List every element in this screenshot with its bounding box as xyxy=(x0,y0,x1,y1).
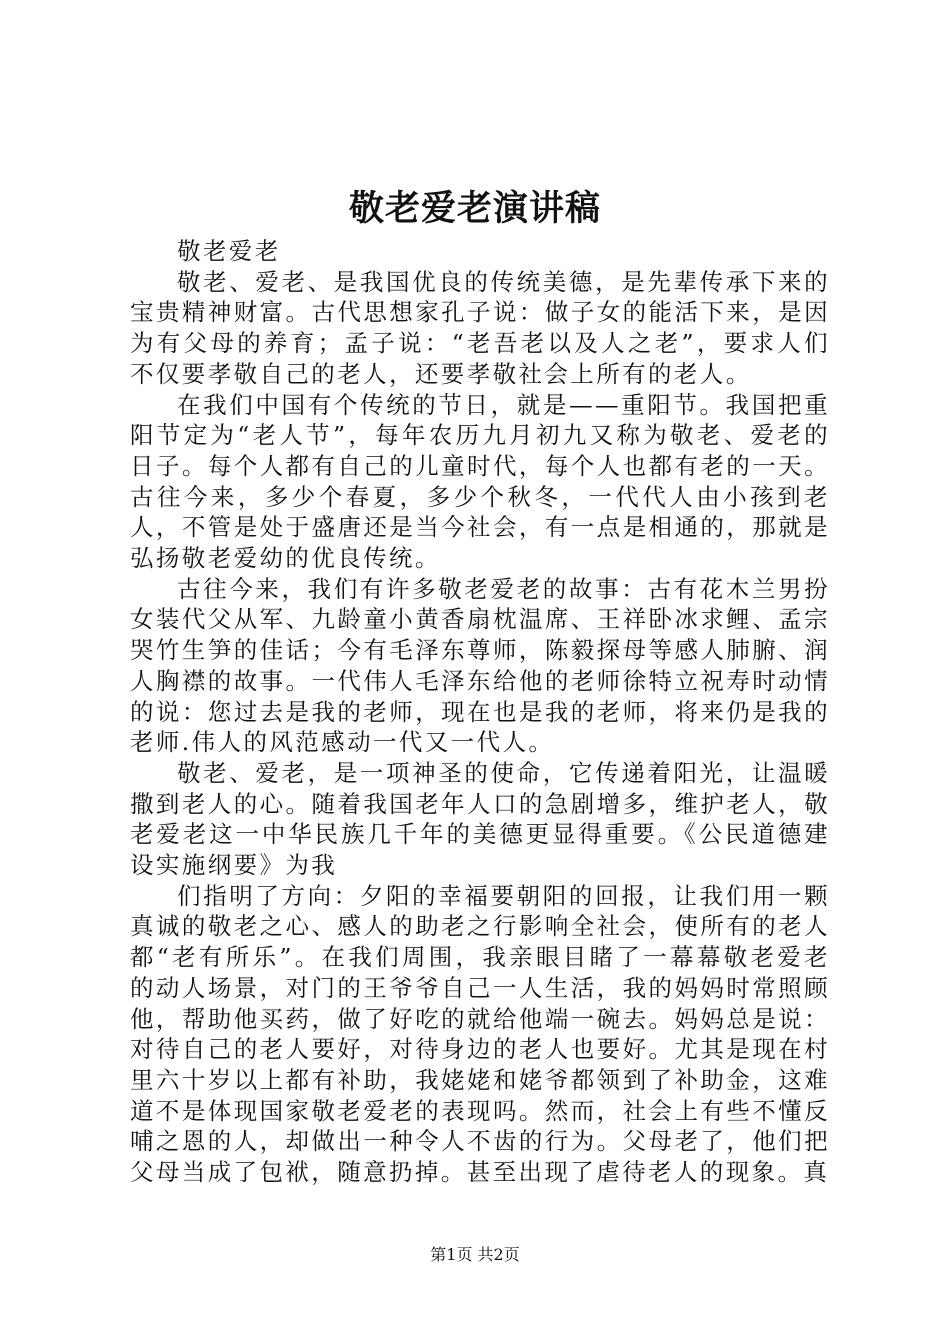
document-title: 敬老爱老演讲稿 xyxy=(348,188,601,229)
paragraph: 古往今来，我们有许多敬老爱老的故事：古有花木兰男扮女装代父从军、九龄童小黄香扇枕温席、王祥卧冰求鲤、孟宗哭竹生笋的佳话；今有毛泽东尊师，陈毅探母等感人肺腑、润人胸襟的故事。一代伟人毛泽东给他的老师徐特立祝寿时动情的说：您过去是我的老师，现在也是我的老师，将来仍是我的老师.伟人的风范感动一代又一代人。 xyxy=(130,574,830,757)
paragraph: 在我们中国有个传统的节日，就是——重阳节。我国把重阳节定为“老人节”，每年农历九月初九又称为敬老、爱老的日子。每个人都有自己的儿童时代，每个人也都有老的一天。古往今来，多少个春夏，多少个秋冬，一代代人由小孩到老人，不管是处于盛唐还是当今社会，有一点是相通的，那就是弘扬敬老爱幼的优良传统。 xyxy=(130,390,830,573)
paragraph: 敬老、爱老，是一项神圣的使命，它传递着阳光，让温暖撒到老人的心。随着我国老年人口的急剧增多，维护老人，敬老爱老这一中华民族几千年的美德更显得重要。《公民道德建设实施纲要》为我 xyxy=(130,758,830,880)
paragraph: 们指明了方向：夕阳的幸福要朝阳的回报，让我们用一颗真诚的敬老之心、感人的助老之行影响全社会，使所有的老人都“老有所乐”。在我们周围，我亲眼目睹了一幕幕敬老爱老的动人场景，对门的王爷爷自己一人生活，我的妈妈时常照顾他，帮助他买药，做了好吃的就给他端一碗去。妈妈总是说：对待自己的老人要好，对待身边的老人也要好。尤其是现在村里六十岁以上都有补助，我姥姥和姥爷都领到了补助金，这难道不是体现国家敬老爱老的表现吗。然而，社会上有些不懂反哺之恩的人，却做出一种令人不齿的行为。父母老了，他们把父母当成了包袱，随意扔掉。甚至出现了虐待老人的现象。真 xyxy=(130,881,830,1187)
paragraph: 敬老、爱老、是我国优良的传统美德，是先辈传承下来的宝贵精神财富。古代思想家孔子说：做子女的能活下来，是因为有父母的养育；孟子说：“老吾老以及人之老”，要求人们不仅要孝敬自己的老人，还要孝敬社会上所有的老人。 xyxy=(130,267,830,388)
page-footer: 第1页 共2页 xyxy=(430,1245,520,1264)
paragraph-heading: 敬老爱老 xyxy=(177,237,281,265)
document-body xyxy=(130,236,830,1188)
